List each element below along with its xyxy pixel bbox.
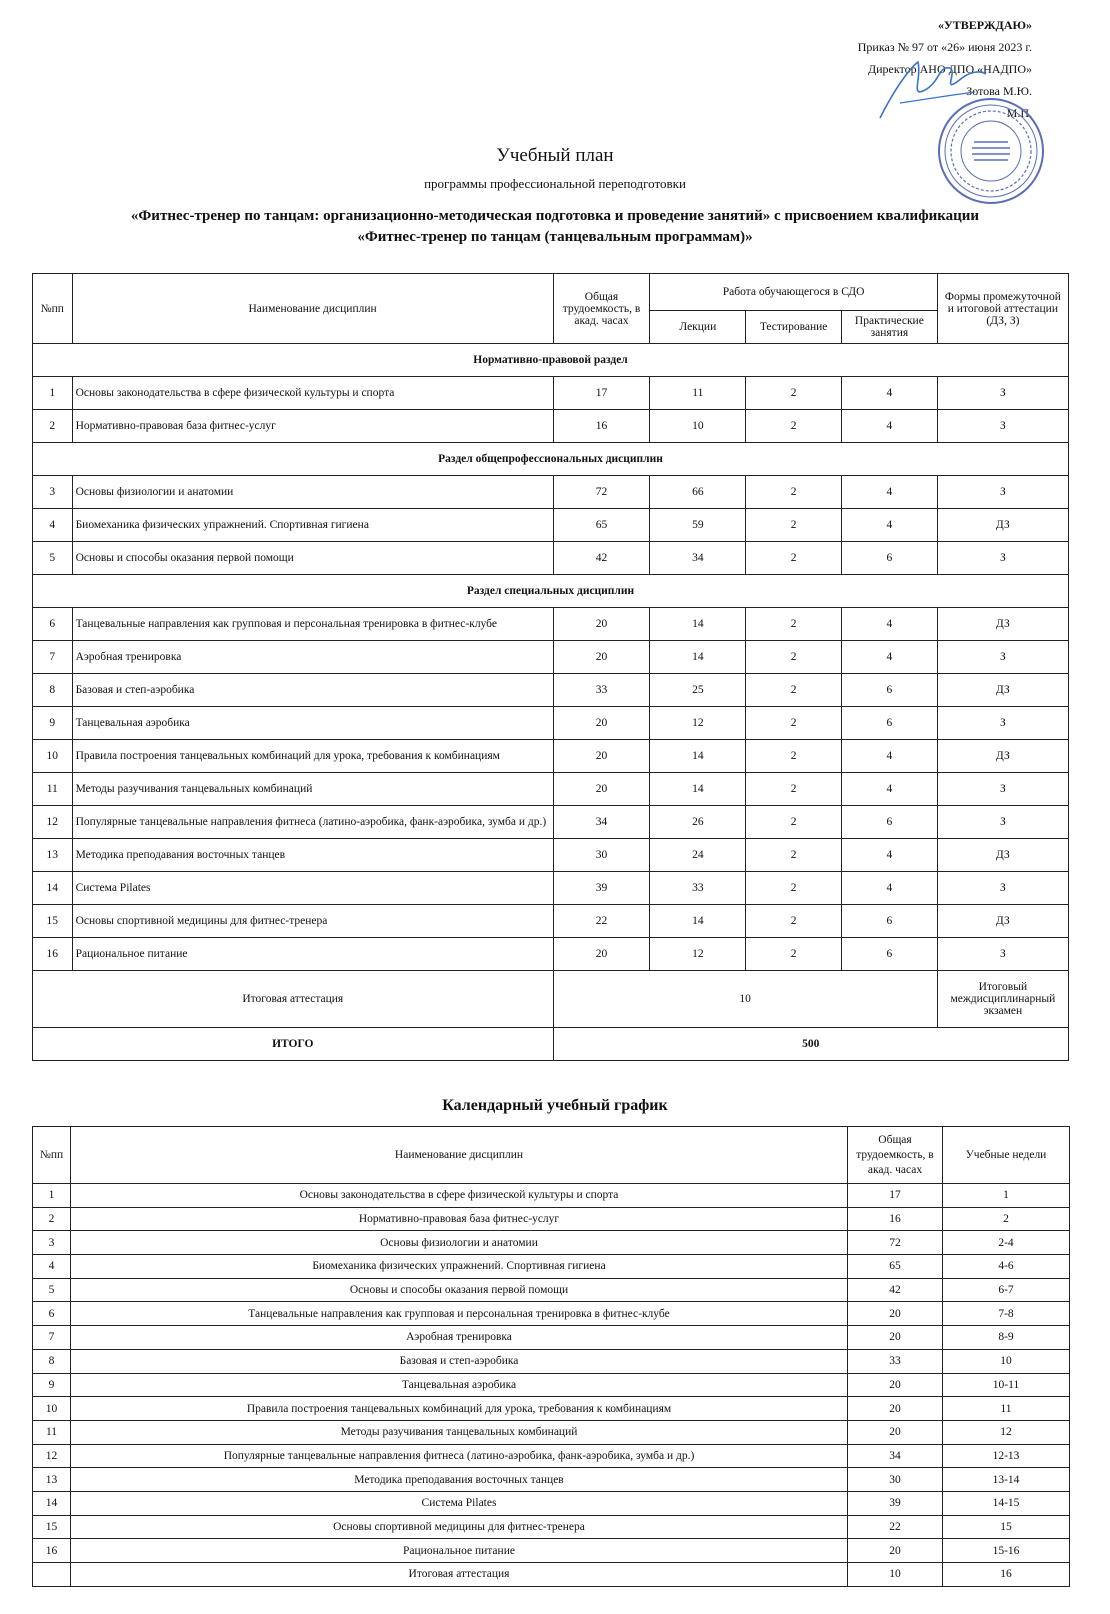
row-number: 10 <box>33 740 73 773</box>
study-weeks: 12 <box>943 1420 1070 1444</box>
lecture-hours: 14 <box>650 608 746 641</box>
row-number: 2 <box>33 410 73 443</box>
total-hours: 20 <box>553 773 650 806</box>
assessment-form: З <box>937 938 1068 971</box>
table-row <box>33 839 1069 872</box>
row-number: 11 <box>33 1420 71 1444</box>
study-weeks: 8-9 <box>943 1326 1070 1350</box>
lecture-hours: 14 <box>650 641 746 674</box>
testing-hours: 2 <box>746 476 842 509</box>
plan-program-line-1: «Фитнес-тренер по танцам: организационно-методическая подготовка и проведение занятий» с присвоением квалификации <box>130 208 980 224</box>
practice-hours: 6 <box>841 806 937 839</box>
calendar-title: Календарный учебный график <box>442 1097 668 1114</box>
table-row <box>33 641 1069 674</box>
row-number: 6 <box>33 608 73 641</box>
assessment-form: З <box>937 377 1068 410</box>
row-number: 8 <box>33 674 73 707</box>
total-hours: 20 <box>553 608 650 641</box>
discipline-name: Основы физиологии и анатомии <box>72 476 553 509</box>
row-number: 12 <box>33 806 73 839</box>
row-number: 3 <box>33 1231 71 1255</box>
study-weeks: 6-7 <box>943 1278 1070 1302</box>
table-row <box>33 1444 1070 1468</box>
row-number: 7 <box>33 641 73 674</box>
discipline-name: Танцевальная аэробика <box>71 1373 848 1397</box>
total-hours: 20 <box>848 1373 943 1397</box>
total-hours: 65 <box>848 1255 943 1279</box>
total-hours: 20 <box>553 707 650 740</box>
row-number: 13 <box>33 839 73 872</box>
table-row <box>33 1539 1070 1563</box>
row-number: 6 <box>33 1302 71 1326</box>
study-weeks: 10 <box>943 1349 1070 1373</box>
row-number: 9 <box>33 1373 71 1397</box>
testing-hours: 2 <box>746 674 842 707</box>
study-weeks: 2 <box>943 1207 1070 1231</box>
assessment-form: З <box>937 707 1068 740</box>
assessment-form: ДЗ <box>937 905 1068 938</box>
row-number: 2 <box>33 1207 71 1231</box>
total-hours: 20 <box>848 1539 943 1563</box>
discipline-name: Система Pilates <box>71 1491 848 1515</box>
assessment-form: З <box>937 773 1068 806</box>
table-row <box>33 1491 1070 1515</box>
practice-hours: 4 <box>841 641 937 674</box>
total-hours: 34 <box>553 806 650 839</box>
table-row <box>33 410 1069 443</box>
testing-hours: 2 <box>746 641 842 674</box>
table-row <box>33 1302 1070 1326</box>
discipline-name: Методика преподавания восточных танцев <box>72 839 553 872</box>
study-weeks: 16 <box>943 1563 1070 1587</box>
testing-hours: 2 <box>746 740 842 773</box>
total-hours: 72 <box>848 1231 943 1255</box>
lecture-hours: 12 <box>650 938 746 971</box>
study-weeks: 4-6 <box>943 1255 1070 1279</box>
row-number: 7 <box>33 1326 71 1350</box>
total-hours: 20 <box>553 740 650 773</box>
practice-hours: 4 <box>841 410 937 443</box>
curriculum-table <box>32 273 1069 1061</box>
final-attestation-form: Итоговый междисциплинарный экзамен <box>937 971 1068 1028</box>
testing-hours: 2 <box>746 872 842 905</box>
row-number: 12 <box>33 1444 71 1468</box>
assessment-form: ДЗ <box>937 839 1068 872</box>
table-row <box>33 476 1069 509</box>
discipline-name: Основы спортивной медицины для фитнес-тренера <box>71 1515 848 1539</box>
discipline-name: Аэробная тренировка <box>71 1326 848 1350</box>
practice-hours: 6 <box>841 938 937 971</box>
row-number: 1 <box>33 1184 71 1208</box>
total-hours: 17 <box>848 1184 943 1208</box>
discipline-name: Основы законодательства в сфере физической культуры и спорта <box>72 377 553 410</box>
row-number: 4 <box>33 509 73 542</box>
header-num: №пп <box>33 274 73 344</box>
row-number <box>33 1563 71 1587</box>
lecture-hours: 66 <box>650 476 746 509</box>
lecture-hours: 34 <box>650 542 746 575</box>
table-row <box>33 1255 1070 1279</box>
total-hours: 20 <box>848 1326 943 1350</box>
header-lectures: Лекции <box>650 311 746 344</box>
discipline-name: Методы разучивания танцевальных комбинаций <box>72 773 553 806</box>
table-row <box>33 905 1069 938</box>
total-hours: 34 <box>848 1444 943 1468</box>
header-practice: Практические занятия <box>841 311 937 344</box>
total-hours: 42 <box>553 542 650 575</box>
row-number: 15 <box>33 1515 71 1539</box>
final-attestation-row <box>33 971 1069 1028</box>
plan-title: Учебный план <box>496 145 614 166</box>
discipline-name: Нормативно-правовая база фитнес-услуг <box>71 1207 848 1231</box>
row-number: 1 <box>33 377 73 410</box>
total-hours: 20 <box>848 1420 943 1444</box>
discipline-name: Биомеханика физических упражнений. Спортивная гигиена <box>71 1255 848 1279</box>
assessment-form: З <box>937 641 1068 674</box>
header-work: Работа обучающегося в СДО <box>650 274 937 311</box>
total-hours: 20 <box>553 641 650 674</box>
table-row <box>33 1397 1070 1421</box>
table-row <box>33 1563 1070 1587</box>
assessment-form: З <box>937 872 1068 905</box>
calendar-table <box>32 1126 1070 1587</box>
row-number: 10 <box>33 1397 71 1421</box>
practice-hours: 6 <box>841 707 937 740</box>
row-number: 9 <box>33 707 73 740</box>
practice-hours: 6 <box>841 674 937 707</box>
discipline-name: Базовая и степ-аэробика <box>72 674 553 707</box>
study-weeks: 15-16 <box>943 1539 1070 1563</box>
assessment-form: З <box>937 806 1068 839</box>
discipline-name: Правила построения танцевальных комбинаций для урока, требования к комбинациям <box>71 1397 848 1421</box>
study-weeks: 12-13 <box>943 1444 1070 1468</box>
lecture-hours: 12 <box>650 707 746 740</box>
table-row <box>33 377 1069 410</box>
lecture-hours: 10 <box>650 410 746 443</box>
lecture-hours: 14 <box>650 740 746 773</box>
total-hours: 20 <box>848 1397 943 1421</box>
study-weeks: 1 <box>943 1184 1070 1208</box>
discipline-name: Танцевальная аэробика <box>72 707 553 740</box>
plan-program-title <box>0 206 1110 248</box>
total-hours: 33 <box>553 674 650 707</box>
total-hours: 17 <box>553 377 650 410</box>
approval-order: Приказ № 97 от «26» июня 2023 г. <box>857 40 1032 54</box>
approval-name: Зотова М.Ю. <box>966 84 1032 98</box>
final-attestation-hours: 10 <box>553 971 937 1028</box>
assessment-form: ДЗ <box>937 509 1068 542</box>
discipline-name: Основы законодательства в сфере физической культуры и спорта <box>71 1184 848 1208</box>
lecture-hours: 25 <box>650 674 746 707</box>
practice-hours: 4 <box>841 773 937 806</box>
testing-hours: 2 <box>746 410 842 443</box>
row-number: 3 <box>33 476 73 509</box>
assessment-form: ДЗ <box>937 608 1068 641</box>
lecture-hours: 33 <box>650 872 746 905</box>
row-number: 4 <box>33 1255 71 1279</box>
study-weeks: 14-15 <box>943 1491 1070 1515</box>
lecture-hours: 24 <box>650 839 746 872</box>
testing-hours: 2 <box>746 542 842 575</box>
section-title: Раздел специальных дисциплин <box>33 575 1069 608</box>
total-hours: 39 <box>553 872 650 905</box>
row-number: 5 <box>33 542 73 575</box>
study-weeks: 2-4 <box>943 1231 1070 1255</box>
study-weeks: 11 <box>943 1397 1070 1421</box>
table-row <box>33 1373 1070 1397</box>
testing-hours: 2 <box>746 773 842 806</box>
total-hours: 20 <box>553 938 650 971</box>
row-number: 16 <box>33 938 73 971</box>
total-hours: 33 <box>848 1349 943 1373</box>
section-title: Нормативно-правовой раздел <box>33 344 1069 377</box>
total-hours: 22 <box>553 905 650 938</box>
row-number: 15 <box>33 905 73 938</box>
discipline-name: Итоговая аттестация <box>71 1563 848 1587</box>
plan-program-line-2: «Фитнес-тренер по танцам (танцевальным программам)» <box>357 229 753 245</box>
assessment-form: З <box>937 410 1068 443</box>
discipline-name: Система Pilates <box>72 872 553 905</box>
table-row <box>33 608 1069 641</box>
total-hours: 65 <box>553 509 650 542</box>
row-number: 14 <box>33 1491 71 1515</box>
total-hours-sum: 500 <box>553 1028 1068 1061</box>
table-row <box>33 542 1069 575</box>
testing-hours: 2 <box>746 377 842 410</box>
study-weeks: 15 <box>943 1515 1070 1539</box>
total-hours: 39 <box>848 1491 943 1515</box>
assessment-form: ДЗ <box>937 674 1068 707</box>
table-row <box>33 773 1069 806</box>
section-row <box>33 344 1069 377</box>
practice-hours: 4 <box>841 839 937 872</box>
practice-hours: 4 <box>841 377 937 410</box>
practice-hours: 6 <box>841 542 937 575</box>
assessment-form: ДЗ <box>937 740 1068 773</box>
table-row <box>33 1207 1070 1231</box>
discipline-name: Популярные танцевальные направления фитнеса (латино-аэробика, фанк-аэробика, зумба и др.) <box>72 806 553 839</box>
testing-hours: 2 <box>746 509 842 542</box>
row-number: 13 <box>33 1468 71 1492</box>
assessment-form: З <box>937 476 1068 509</box>
table-row <box>33 1349 1070 1373</box>
table-row <box>33 938 1069 971</box>
total-hours: 22 <box>848 1515 943 1539</box>
approval-mp: М.П. <box>1006 106 1032 120</box>
lecture-hours: 11 <box>650 377 746 410</box>
discipline-name: Танцевальные направления как групповая и персональная тренировка в фитнес-клубе <box>71 1302 848 1326</box>
testing-hours: 2 <box>746 806 842 839</box>
total-hours: 30 <box>553 839 650 872</box>
approval-heading: «УТВЕРЖДАЮ» <box>937 18 1032 32</box>
table-row <box>33 1468 1070 1492</box>
plan-subtitle: программы профессиональной переподготовки <box>424 176 686 191</box>
table-row <box>33 806 1069 839</box>
header-total: Общая трудоемкость, в акад. часах <box>553 274 650 344</box>
table-row <box>33 509 1069 542</box>
discipline-name: Базовая и степ-аэробика <box>71 1349 848 1373</box>
practice-hours: 4 <box>841 740 937 773</box>
testing-hours: 2 <box>746 608 842 641</box>
discipline-name: Аэробная тренировка <box>72 641 553 674</box>
testing-hours: 2 <box>746 905 842 938</box>
practice-hours: 4 <box>841 872 937 905</box>
final-attestation-label: Итоговая аттестация <box>33 971 554 1028</box>
cal-header-name: Наименование дисциплин <box>71 1127 848 1184</box>
total-row <box>33 1028 1069 1061</box>
cal-header-total: Общая трудоемкость, в акад. часах <box>848 1127 943 1184</box>
discipline-name: Правила построения танцевальных комбинаций для урока, требования к комбинациям <box>72 740 553 773</box>
practice-hours: 4 <box>841 608 937 641</box>
study-weeks: 7-8 <box>943 1302 1070 1326</box>
discipline-name: Рациональное питание <box>72 938 553 971</box>
practice-hours: 4 <box>841 476 937 509</box>
assessment-form: З <box>937 542 1068 575</box>
table-row <box>33 872 1069 905</box>
study-weeks: 10-11 <box>943 1373 1070 1397</box>
discipline-name: Основы спортивной медицины для фитнес-тренера <box>72 905 553 938</box>
table-row <box>33 674 1069 707</box>
discipline-name: Популярные танцевальные направления фитнеса (латино-аэробика, фанк-аэробика, зумба и др.) <box>71 1444 848 1468</box>
total-hours: 10 <box>848 1563 943 1587</box>
table-row <box>33 1278 1070 1302</box>
table-row <box>33 1184 1070 1208</box>
total-hours: 42 <box>848 1278 943 1302</box>
lecture-hours: 59 <box>650 509 746 542</box>
section-title: Раздел общепрофессиональных дисциплин <box>33 443 1069 476</box>
row-number: 14 <box>33 872 73 905</box>
section-row <box>33 443 1069 476</box>
total-hours: 16 <box>848 1207 943 1231</box>
total-hours: 20 <box>848 1302 943 1326</box>
testing-hours: 2 <box>746 707 842 740</box>
practice-hours: 6 <box>841 905 937 938</box>
row-number: 8 <box>33 1349 71 1373</box>
discipline-name: Методы разучивания танцевальных комбинаций <box>71 1420 848 1444</box>
table-row <box>33 1326 1070 1350</box>
cal-header-weeks: Учебные недели <box>943 1127 1070 1184</box>
total-hours: 72 <box>553 476 650 509</box>
discipline-name: Нормативно-правовая база фитнес-услуг <box>72 410 553 443</box>
lecture-hours: 14 <box>650 773 746 806</box>
discipline-name: Рациональное питание <box>71 1539 848 1563</box>
discipline-name: Танцевальные направления как групповая и персональная тренировка в фитнес-клубе <box>72 608 553 641</box>
discipline-name: Основы физиологии и анатомии <box>71 1231 848 1255</box>
approval-director: Директор АНО ДПО «НАДПО» <box>867 62 1032 76</box>
discipline-name: Методика преподавания восточных танцев <box>71 1468 848 1492</box>
discipline-name: Основы и способы оказания первой помощи <box>71 1278 848 1302</box>
table-row <box>33 707 1069 740</box>
discipline-name: Биомеханика физических упражнений. Спортивная гигиена <box>72 509 553 542</box>
table-row <box>33 1420 1070 1444</box>
cal-header-num: №пп <box>33 1127 71 1184</box>
section-row <box>33 575 1069 608</box>
lecture-hours: 26 <box>650 806 746 839</box>
testing-hours: 2 <box>746 938 842 971</box>
total-hours: 16 <box>553 410 650 443</box>
total-hours: 30 <box>848 1468 943 1492</box>
testing-hours: 2 <box>746 839 842 872</box>
header-forms: Формы промежуточной и итоговой аттестации (ДЗ, З) <box>937 274 1068 344</box>
practice-hours: 4 <box>841 509 937 542</box>
table-row <box>33 1515 1070 1539</box>
table-row <box>33 740 1069 773</box>
row-number: 11 <box>33 773 73 806</box>
row-number: 5 <box>33 1278 71 1302</box>
total-label: ИТОГО <box>33 1028 554 1061</box>
header-name: Наименование дисциплин <box>72 274 553 344</box>
study-weeks: 13-14 <box>943 1468 1070 1492</box>
discipline-name: Основы и способы оказания первой помощи <box>72 542 553 575</box>
table-row <box>33 1231 1070 1255</box>
lecture-hours: 14 <box>650 905 746 938</box>
header-testing: Тестирование <box>746 311 842 344</box>
row-number: 16 <box>33 1539 71 1563</box>
